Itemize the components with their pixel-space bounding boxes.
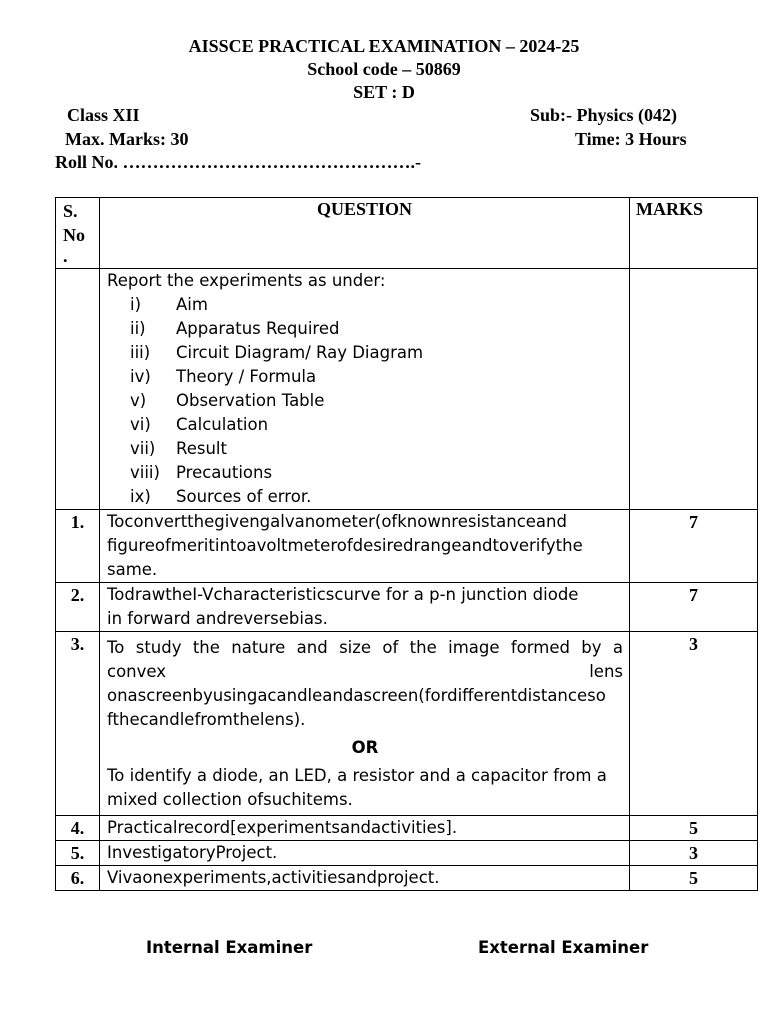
class-label: Class XII [67,105,140,125]
time-label: Time: 3 Hours [575,129,687,149]
list-item-text: Apparatus Required [176,319,340,338]
row-sno: 6. [56,866,100,891]
list-item-number: ix) [130,487,151,506]
table-row [56,866,758,891]
row-question [100,510,630,583]
row-marks: 3 [630,841,758,866]
list-item-number: i) [130,295,142,314]
question-text-line: To identify a diode, an LED, a resistor and a capacitor from a [107,766,607,785]
row-question [100,632,630,816]
question-text-line: To study the nature and size of the image formed by a [107,638,623,657]
header-sno-line3: . [63,246,68,266]
or-separator: OR [351,738,379,757]
question-text-line: fthecandlefromthelens). [107,710,306,729]
row-question [100,583,630,632]
intro-text: Report the experiments as under: [107,271,386,290]
question-text-line: in forward andreversebias. [107,609,328,628]
row-question: InvestigatoryProject. [100,841,630,866]
list-item-number: ii) [130,319,146,338]
list-item [107,365,623,389]
header-sno-line1: S. [63,201,78,221]
question-text-line: Toconvertthegivengalvanometer(ofknownresistanceand [107,512,567,531]
question-text-line: TodrawtheI-Vcharacteristicscurve for a p-n junction diode [107,585,579,604]
row-question: Vivaonexperiments,activitiesandproject. [100,866,630,891]
subject-label: Sub:- Physics (042) [530,105,678,125]
header-sno-line2: No [63,225,85,245]
row-marks: 7 [630,583,758,632]
header-question: QUESTION [100,198,630,269]
list-item [107,437,623,461]
question-text-line [107,660,623,684]
row-sno: 2. [56,583,100,632]
table-row [56,841,758,866]
table-header-row [56,198,758,269]
list-item-text: Calculation [176,415,269,434]
list-item-number: viii) [130,463,160,482]
question-table [55,197,758,891]
list-item-text: Result [176,439,227,458]
row-sno: 3. [56,632,100,816]
row-marks: 7 [630,510,758,583]
list-item [107,485,623,509]
intro-marks-cell [630,269,758,510]
header-sno [56,198,100,269]
list-item-text: Sources of error. [176,487,312,506]
list-item-text: Precautions [176,463,273,482]
list-item [107,413,623,437]
row-question: Practicalrecord[experimentsandactivities]. [100,816,630,841]
question-text-line: onascreenbyusingacandleandascreen(fordifferentdistanceso [107,686,606,705]
row-marks: 3 [630,632,758,816]
list-item-number: v) [130,391,147,410]
list-item [107,341,623,365]
list-item-text: Theory / Formula [176,367,317,386]
row-sno: 1. [56,510,100,583]
row-marks: 5 [630,816,758,841]
question-text-line: mixed collection ofsuchitems. [107,790,353,809]
table-row [56,632,758,816]
question-word: convex [107,662,167,681]
list-item [107,293,623,317]
exam-title: AISSCE PRACTICAL EXAMINATION – 2024-25 [188,36,580,56]
table-row [56,583,758,632]
row-marks: 5 [630,866,758,891]
table-row [56,816,758,841]
list-item-text: Observation Table [176,391,325,410]
list-item-number: vii) [130,439,156,458]
school-code: School code – 50869 [307,59,461,79]
table-row-intro [56,269,758,510]
row-sno: 4. [56,816,100,841]
list-item [107,317,623,341]
list-item-number: iv) [130,367,151,386]
internal-examiner-label: Internal Examiner [146,938,313,957]
roll-number-line: Roll No. ………………………………………….- [55,152,421,172]
intro-cell [100,269,630,510]
row-sno: 5. [56,841,100,866]
list-item-number: vi) [130,415,151,434]
list-item-text: Circuit Diagram/ Ray Diagram [176,343,424,362]
set-label: SET : D [353,82,415,102]
external-examiner-label: External Examiner [478,938,649,957]
question-text-line: figureofmeritintoavoltmeterofdesiredrangeandtoverifythe [107,536,583,555]
table-row [56,510,758,583]
list-item [107,389,623,413]
question-text-line: same. [107,560,158,579]
list-item-text: Aim [176,295,208,314]
header-marks: MARKS [630,198,758,269]
list-item-number: iii) [130,343,151,362]
list-item [107,461,623,485]
question-word: lens [589,662,623,681]
intro-sno-cell [56,269,100,510]
max-marks-label: Max. Marks: 30 [65,129,189,149]
